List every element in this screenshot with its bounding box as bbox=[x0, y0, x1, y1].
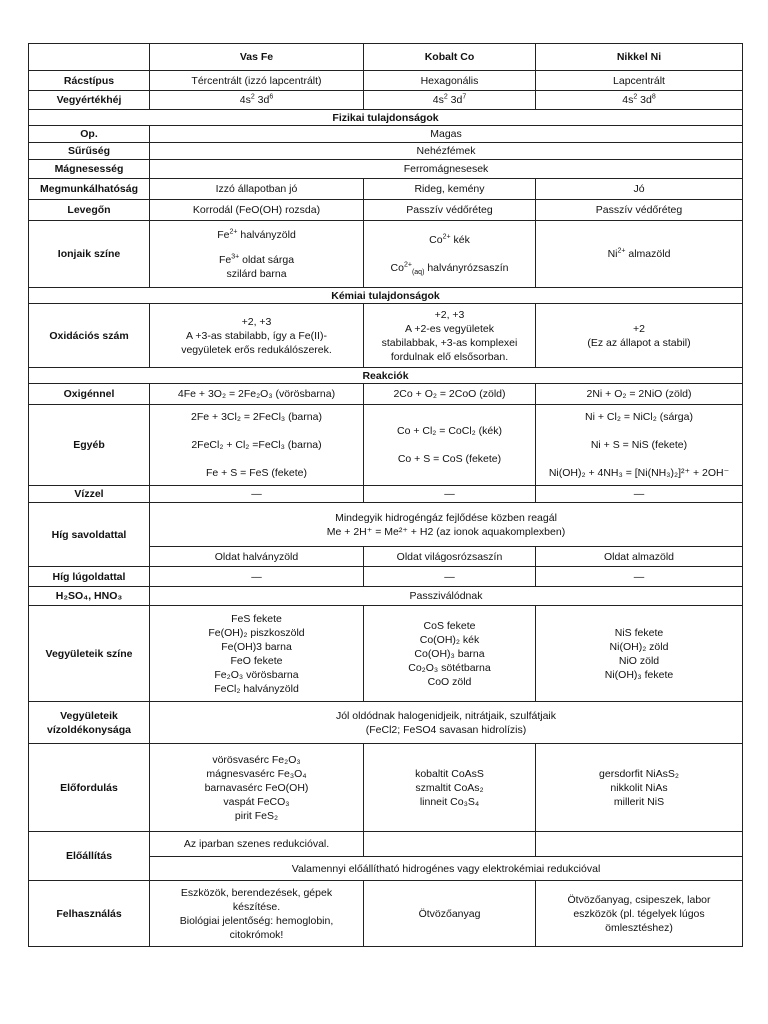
cell-co: +2, +3 A +2-es vegyületek stabilabbak, +3-as komplexei fordulnak elő elsősorban. bbox=[364, 304, 536, 368]
row-label: Előfordulás bbox=[29, 744, 150, 832]
cell-fe: vörösvasérc Fe₂O₃ mágnesvasérc Fe₃O₄ barnavasérc FeO(OH) vaspát FeCO₃ pirit FeS₂ bbox=[150, 744, 364, 832]
row-label: Vegyületeik színe bbox=[29, 606, 150, 702]
cell-co: — bbox=[364, 486, 536, 503]
row-oxidacios bbox=[29, 304, 743, 368]
cell-ni: 2Ni + O₂ = 2NiO (zöld) bbox=[536, 384, 743, 405]
row-racstipus bbox=[29, 71, 743, 91]
cell-fe: $Fe^{2+}$ halványzöld $Fe^{3+}$ oldat sárga szilárd barna bbox=[150, 221, 364, 288]
cell-ni bbox=[536, 832, 743, 857]
header-blank bbox=[29, 44, 150, 71]
cell-co: Co + Cl₂ = CoCl₂ (kék) Co + S = CoS (fekete) bbox=[364, 405, 536, 486]
header-fe: Vas Fe bbox=[150, 44, 364, 71]
row-label: Híg lúgoldattal bbox=[29, 567, 150, 587]
cell-all: Ferromágnesesek bbox=[150, 160, 743, 179]
row-elofordulas bbox=[29, 744, 743, 832]
cell-fe: Tércentrált (izzó lapcentrált) bbox=[150, 71, 364, 91]
cell-ni: Ötvözőanyag, csipeszek, labor eszközök (pl. tégelyek lúgos ömlesztéshez) bbox=[536, 881, 743, 947]
cell-fe: FeS fekete Fe(OH)₂ piszkoszöld Fe(OH)3 barna FeO fekete Fe₂O₃ vörösbarna FeCl₂ halványzöld bbox=[150, 606, 364, 702]
cell-ni: $Ni^{2+}$ almazöld bbox=[536, 221, 743, 288]
row-label: Levegőn bbox=[29, 200, 150, 221]
cell-all: Magas bbox=[150, 126, 743, 143]
row-h2so4 bbox=[29, 587, 743, 606]
row-label: Mágnesesség bbox=[29, 160, 150, 179]
cell-ni: Passzív védőréteg bbox=[536, 200, 743, 221]
cell-fe: Korrodál (FeO(OH) rozsda) bbox=[150, 200, 364, 221]
row-hig-sav-a bbox=[29, 503, 743, 547]
row-label: Op. bbox=[29, 126, 150, 143]
cell-all: Passziválódnak bbox=[150, 587, 743, 606]
row-label: Előállítás bbox=[29, 832, 150, 881]
cell-fe: Izzó állapotban jó bbox=[150, 179, 364, 200]
row-levegon bbox=[29, 200, 743, 221]
row-label: Sűrűség bbox=[29, 143, 150, 160]
cell-co: kobaltit CoAsS szmaltit CoAs₂ linneit Co₃S₄ bbox=[364, 744, 536, 832]
section-title: Reakciók bbox=[29, 368, 743, 384]
row-vegyertekhej bbox=[29, 91, 743, 110]
cell-all: Jól oldódnak halogenidjeik, nitrátjaik, szulfátjaik (FeCl2; FeSO4 savasan hidrolízis) bbox=[150, 702, 743, 744]
cell-co: CoS fekete Co(OH)₂ kék Co(OH)₃ barna Co₂O₃ sötétbarna CoO zöld bbox=[364, 606, 536, 702]
row-ionjaik bbox=[29, 221, 743, 288]
row-label: Ionjaik színe bbox=[29, 221, 150, 288]
row-label: Megmunkálhatóság bbox=[29, 179, 150, 200]
header-row bbox=[29, 44, 743, 71]
cell-co: $Co^{2+}$ kék $Co^{2+}_{(aq)}$ halványrózsaszín bbox=[364, 221, 536, 288]
cell-co: Passzív védőréteg bbox=[364, 200, 536, 221]
row-label: Híg savoldattal bbox=[29, 503, 150, 567]
row-vizzel bbox=[29, 486, 743, 503]
row-vizoldekonysag bbox=[29, 702, 743, 744]
cell-all: Valamennyi előállítható hidrogénes vagy elektrokémiai redukcióval bbox=[150, 857, 743, 881]
cell-ni: — bbox=[536, 486, 743, 503]
row-megmunkalhatosag bbox=[29, 179, 743, 200]
cell-fe: $4s^2$ $3d^6$ bbox=[150, 91, 364, 110]
cell-fe: Oldat halványzöld bbox=[150, 547, 364, 567]
header-co: Kobalt Co bbox=[364, 44, 536, 71]
section-title: Kémiai tulajdonságok bbox=[29, 288, 743, 304]
cell-ni: Jó bbox=[536, 179, 743, 200]
cell-co: Ötvözőanyag bbox=[364, 881, 536, 947]
cell-ni: Lapcentrált bbox=[536, 71, 743, 91]
row-egyeb bbox=[29, 405, 743, 486]
cell-ni: — bbox=[536, 567, 743, 587]
cell-ni: NiS fekete Ni(OH)₂ zöld NiO zöld Ni(OH)₃ fekete bbox=[536, 606, 743, 702]
cell-co: — bbox=[364, 567, 536, 587]
row-label: Oxigénnel bbox=[29, 384, 150, 405]
cell-ni: $4s^2$ $3d^8$ bbox=[536, 91, 743, 110]
cell-all: Mindegyik hidrogéngáz fejlődése közben reagál Me + 2H⁺ = Me²⁺ + H2 (az ionok aquakomplexben) bbox=[150, 503, 743, 547]
row-op bbox=[29, 126, 743, 143]
row-label: Vegyületeik vízoldékonysága bbox=[29, 702, 150, 744]
cell-fe: 2Fe + 3Cl₂ = 2FeCl₃ (barna) 2FeCl₂ + Cl₂ =FeCl₃ (barna) Fe + S = FeS (fekete) bbox=[150, 405, 364, 486]
header-ni: Nikkel Ni bbox=[536, 44, 743, 71]
cell-co: Hexagonális bbox=[364, 71, 536, 91]
section-kemiai bbox=[29, 288, 743, 304]
cell-co: Rideg, kemény bbox=[364, 179, 536, 200]
row-label: Rácstípus bbox=[29, 71, 150, 91]
row-label: Oxidációs szám bbox=[29, 304, 150, 368]
row-label: H₂SO₄, HNO₃ bbox=[29, 587, 150, 606]
cell-co: $4s^2$ $3d^7$ bbox=[364, 91, 536, 110]
cell-fe: — bbox=[150, 486, 364, 503]
row-hig-lug bbox=[29, 567, 743, 587]
row-felhasznalas bbox=[29, 881, 743, 947]
section-fizikai bbox=[29, 110, 743, 126]
row-suruseg bbox=[29, 143, 743, 160]
row-oxigennel bbox=[29, 384, 743, 405]
cell-ni: gersdorfit NiAsS₂ nikkolit NiAs millerit NiS bbox=[536, 744, 743, 832]
cell-fe: Az iparban szenes redukcióval. bbox=[150, 832, 364, 857]
cell-all: Nehézfémek bbox=[150, 143, 743, 160]
metal-comparison-table bbox=[28, 43, 743, 947]
cell-co bbox=[364, 832, 536, 857]
cell-ni: Oldat almazöld bbox=[536, 547, 743, 567]
row-magnesesseg bbox=[29, 160, 743, 179]
cell-ni: +2 (Ez az állapot a stabil) bbox=[536, 304, 743, 368]
cell-fe: Eszközök, berendezések, gépek készítése. Biológiai jelentőség: hemoglobin, citokrómok! bbox=[150, 881, 364, 947]
section-title: Fizikai tulajdonságok bbox=[29, 110, 743, 126]
cell-fe: 4Fe + 3O₂ = 2Fe₂O₃ (vörösbarna) bbox=[150, 384, 364, 405]
row-label: Vegyértékhéj bbox=[29, 91, 150, 110]
section-reakciok bbox=[29, 368, 743, 384]
cell-fe: — bbox=[150, 567, 364, 587]
row-vegyuletek-szine bbox=[29, 606, 743, 702]
cell-co: Oldat világosrózsaszín bbox=[364, 547, 536, 567]
cell-co: 2Co + O₂ = 2CoO (zöld) bbox=[364, 384, 536, 405]
cell-ni: Ni + Cl₂ = NiCl₂ (sárga) Ni + S = NiS (fekete) Ni(OH)₂ + 4NH₃ = [Ni(NH₃)₂]²⁺ + 2OH⁻ bbox=[536, 405, 743, 486]
row-label: Felhasználás bbox=[29, 881, 150, 947]
row-label: Egyéb bbox=[29, 405, 150, 486]
row-eloallitas-a bbox=[29, 832, 743, 857]
row-label: Vízzel bbox=[29, 486, 150, 503]
cell-fe: +2, +3 A +3-as stabilabb, így a Fe(II)- vegyületek erős redukálószerek. bbox=[150, 304, 364, 368]
